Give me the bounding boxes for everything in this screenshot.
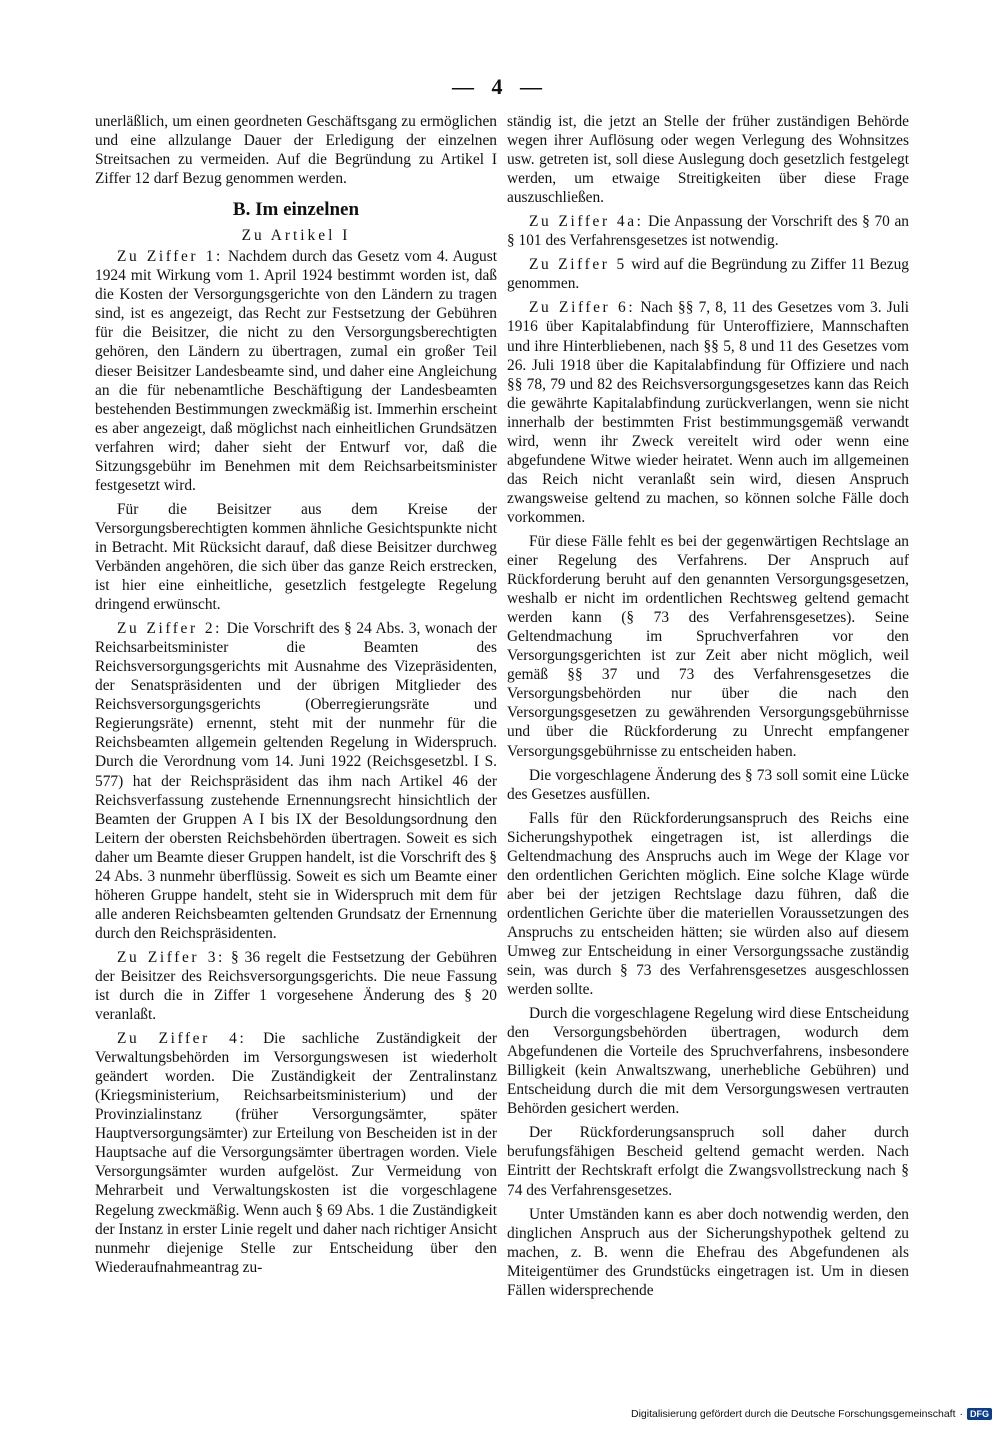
paragraph [95, 619, 497, 943]
paragraph-text: wird auf die Begründung zu Ziffer 11 Bezug genommen. [507, 256, 909, 293]
paragraph-text: § 36 regelt die Festsetzung der Gebühren der Beisitzer des Reichsversorgungsgerichts. Die neue Fassung ist durch die in Ziffer 1 vorgesehene Änderung des § 20 veranlaßt. [95, 948, 497, 1024]
left-column [95, 112, 497, 1277]
digitization-credit: Digitalisierung gefördert durch die Deutsche Forschungsgemeinschaft · DFG [631, 1408, 992, 1420]
paragraph-lead: Zu Ziffer 1: [117, 248, 223, 266]
section-heading: B. Im einzelnen [232, 199, 360, 221]
paragraph: Falls für den Rückforderungsanspruch des Reichs eine Sicherungshypothek eingetragen ist, ist allerdings die Geltendmachung des Anspruchs auch im Wege der Klage vor den ordentlichen Gerichten möglich. Eine solche Klage würde aber bei der jetzigen Rechtslage dazu führen, daß die ordentlichen Gerichte über die materiellen Voraussetzungen des Anspruchs zu entscheiden hätten; sie würden also auf diesem Umweg zur Entscheidung in einer Versorgungssache zuständig sein, was durch § 73 des Verfahrensgesetzes ausgeschlossen werden sollte. [507, 809, 909, 999]
paragraph-lead: Zu Ziffer 2: [117, 620, 223, 638]
paragraph-text: Nachdem durch das Gesetz vom 4. August 1924 mit Wirkung vom 1. April 1924 bestimmt worden ist, daß die Kosten der Versorgungsgerichte von den Ländern zu tragen sind, ist es angezeigt, das Recht zur Festsetzung der Gebühren für die Beisitzer, die nicht zu den Versorgungsberechtigten gehören, den Ländern zu übertragen, zumal ein großer Teil dieser Beisitzer Landesbeamte sind, und daher eine Angleichung an die für nebenamtliche Beschäftigung der Landesbeamten bestehenden Bestimmungen zweckmäßig ist. Immerhin erscheint es aber angezeigt, daß möglichst nach einheitlichen Grundsätzen verfahren wird; daher sieht der Entwurf vor, daß die Sitzungsgebühr im Benehmen mit dem Reichsarbeitsminister festgesetzt wird. [95, 248, 497, 494]
paragraph-lead: Zu Ziffer 5 [529, 256, 627, 274]
paragraph: unerläßlich, um einen geordneten Geschäftsgang zu ermöglichen und eine allzulange Dauer der Erledigung der einzelnen Streitsachen zu vermeiden. Auf die Begründung zu Artikel I Ziffer 12 darf Bezug genommen werden. [95, 113, 497, 188]
paragraph: Unter Umständen kann es aber doch notwendig werden, den dinglichen Anspruch aus der Sicherungshypothek geltend zu machen, z. B. wenn die Ehefrau des Abgefundenen als Miteigentümer des Grundstücks eingetragen ist. Um in diesen Fällen widersprechende [507, 1205, 909, 1299]
paragraph-lead: Zu Ziffer 3: [117, 948, 225, 966]
paragraph [507, 298, 909, 527]
paragraph: Für diese Fälle fehlt es bei der gegenwärtigen Rechtslage an einer Regelung des Verfahrens. Der Anspruch auf Rückforderung beruht auf den genannten Versorgungsgesetzen, weshalb er nicht im ordentlichen Rechtsweg geltend gemacht werden kann (§ 73 des Verfahrensgesetzes). Seine Geltendmachung im Spruchverfahren vor den Versorgungsgerichten ist zur Zeit aber nicht möglich, weil gemäß §§ 37 und 73 des Verfahrensgesetzes die Versorgungsbehörden nur über die nach den Versorgungsgesetzen zu gewährenden Versorgungsgebührnisse und über die Rückforderung zu Unrecht empfangener Versorgungsgebührnisse zu entscheiden haben. [507, 532, 909, 760]
paragraph-text: Die sachliche Zuständigkeit der Verwaltungsbehörden im Versorgungswesen ist wiederholt geändert worden. Die Zuständigkeit der Zentralinstanz (Kriegsministerium, Reichsarbeitsministerium) und der Provinzialinstanz (früher Versorgungsämter, später Hauptversorgungsämter) zur Erteilung von Bescheiden ist in der Hauptsache auf die Versorgungsämter übertragen worden. Viele Versorgungsämter wurden aufgelöst. Zur Vermeidung von Mehrarbeit und Verwaltungskosten ist die vorgeschlagene Regelung zweckmäßig. Wenn auch § 69 Abs. 1 die Zuständigkeit der Instanz in erster Linie regelt und daher nach richtiger Ansicht nunmehr diejenige Stelle zur Entscheidung über den Wiederaufnahmeantrag zu- [95, 1030, 497, 1276]
paragraph: Der Rückforderungsanspruch soll daher durch berufungsfähigen Bescheid geltend gemacht werden. Nach Eintritt der Rechtskraft erfolgt die Zwangsvollstreckung nach § 74 des Verfahrensgesetzes. [507, 1124, 909, 1199]
paragraph: ständig ist, die jetzt an Stelle der früher zuständigen Behörde wegen ihrer Auflösung oder wegen Verlegung des Wohnsitzes usw. getreten ist, soll diese Auslegung doch gesetzlich festgelegt werden, um etwaige Streitigkeiten über diese Frage auszuschließen. [507, 113, 909, 207]
paragraph [95, 1029, 497, 1277]
paragraph-lead: Zu Ziffer 6: [529, 299, 636, 317]
paragraph: Durch die vorgeschlagene Regelung wird diese Entscheidung den Versorgungsbehörden übertragen, wodurch dem Abgefundenen die Vorteile des Spruchverfahrens, insbesondere Billigkeit (kein Anwaltszwang, unerhebliche Gebühren) und Entscheidung durch die mit dem Versorgungswesen vertrauten Behörden gesichert werden. [507, 1005, 909, 1118]
paragraph-text: Die Anpassung der Vorschrift des § 70 an § 101 des Verfahrensgesetzes ist notwendig. [507, 213, 909, 250]
credit-text: Digitalisierung gefördert durch die Deutsche Forschungsgemeinschaft [630, 1408, 956, 1420]
paragraph [95, 247, 497, 495]
paragraph: Für die Beisitzer aus dem Kreise der Versorgungsberechtigten kommen ähnliche Gesichtspunkte nicht in Betracht. Mit Rücksicht darauf, daß diese Beisitzer durchweg Verbänden angehören, die sich über das ganze Reich erstrecken, ist hier eine einheitliche, gesetzlich festgelegte Regelung dringend erwünscht. [95, 500, 497, 614]
paragraph-text: Die Vorschrift des § 24 Abs. 3, wonach der Reichsarbeitsminister die Beamten des Reichsversorgungsgerichts mit Ausnahme des Vizepräsidenten, der Senatspräsidenten und der übrigen Mitglieder des Reichsversorgungsgerichts (Oberregierungsräte und Regierungsräte) ernennt, steht mit der nunmehr für die Reichsbeamten allgemein geltenden Regelung in Widerspruch. Durch die Verordnung vom 14. Juni 1922 (Reichsgesetzbl. I S. 577) hat der Reichspräsident das ihm nach Artikel 46 der Reichsverfassung zustehende Ernennungsrecht hinsichtlich der Beamten der Gruppen A I bis IX der Besoldungsordnung den Leitern der obersten Reichsbehörden übertragen. Soweit es sich daher um Beamte dieser Gruppen handelt, ist die Vorschrift des § 24 Abs. 3 nunmehr überflüssig. Soweit es sich um Beamte einer höheren Gruppe handelt, steht sie in Widerspruch mit dem für alle anderen Reichsbeamten geltenden Grundsatz der Ernennung durch den Reichspräsidenten. [95, 620, 497, 942]
paragraph [507, 255, 909, 293]
right-column [507, 112, 909, 1300]
paragraph: Die vorgeschlagene Änderung des § 73 soll somit eine Lücke des Gesetzes ausfüllen. [507, 766, 909, 803]
paragraph [95, 948, 497, 1024]
article-heading: Zu Artikel I [241, 227, 351, 245]
dfg-logo: DFG [967, 1408, 992, 1420]
paragraph-lead: Zu Ziffer 4: [117, 1030, 247, 1048]
paragraph-text: Nach §§ 7, 8, 11 des Gesetzes vom 3. Juli 1916 über Kapitalabfindung für Unteroffiziere, Mannschaften und ihre Hinterbliebenen, nach §§ 5, 8 und 11 des Gesetzes vom 26. Juli 1918 über die Kapitalabfindung für Offiziere und nach §§ 78, 79 und 82 des Reichsversorgungsgesetzes kann das Reich die gewährte Kapitalabfindung zurückverlangen, wenn sie nicht innerhalb der bestimmten Frist bestimmungsgemäß verwandt wird, wenn ihr Zweck vereitelt wird oder wenn eine abgefundene Witwe wieder heiratet. Wenn auch im allgemeinen das Reich nicht veranlaßt sein wird, diesen Anspruch zwangsweise geltend zu machen, so können solche Fälle doch vorkommen. [507, 299, 909, 526]
page-number: — 4 — [452, 74, 548, 99]
paragraph-lead: Zu Ziffer 4a: [529, 213, 644, 231]
paragraph [507, 212, 909, 250]
